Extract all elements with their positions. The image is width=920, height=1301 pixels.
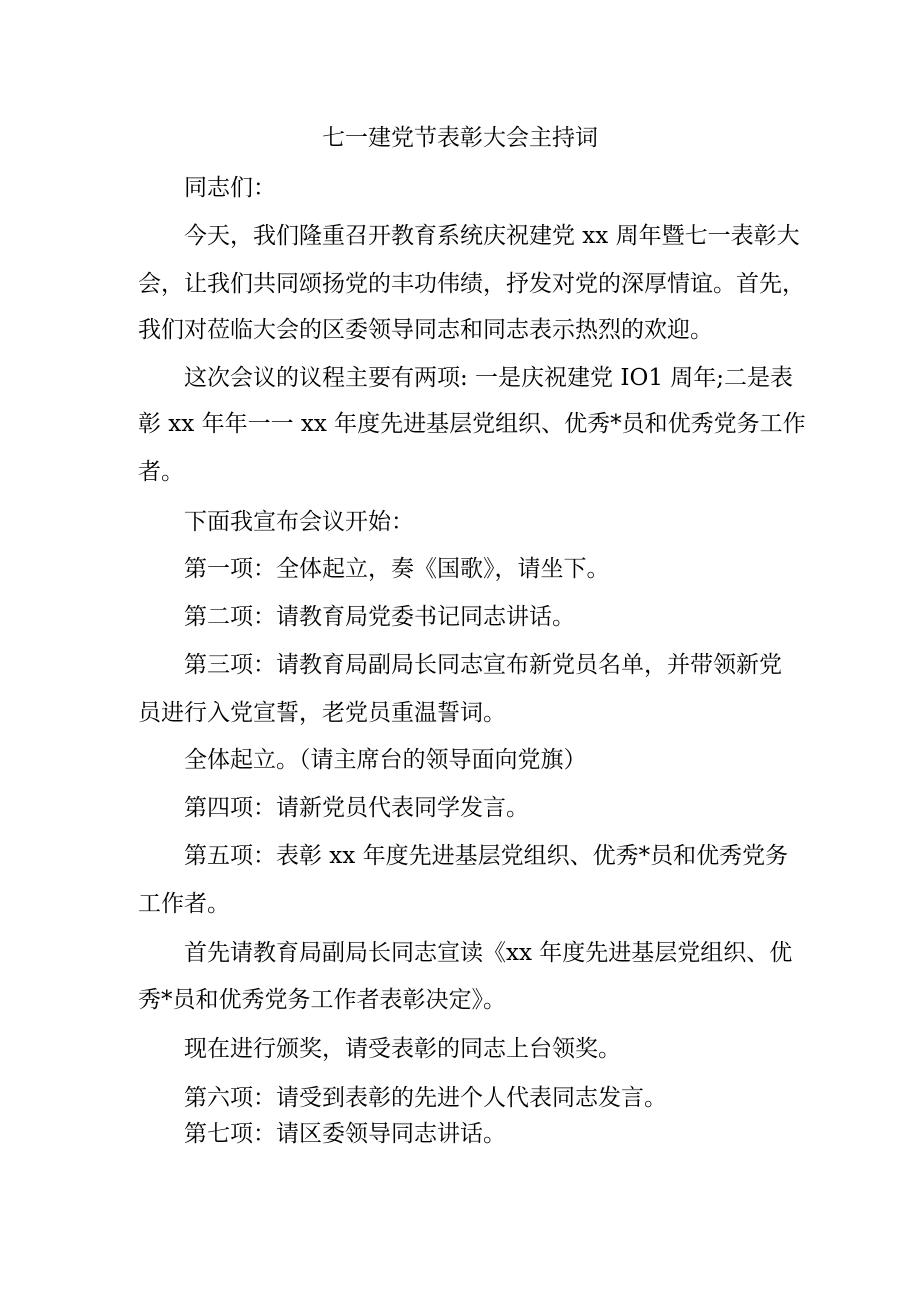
agenda-item-4: 第四项：请新党员代表同学发言。 [184, 795, 529, 821]
agenda-item-1: 第一项：全体起立，奏《国歌》，请坐下。 [184, 556, 610, 582]
all-rise-line: 全体起立。（请主席台的领导面向党旗） [184, 747, 587, 773]
agenda-item-7: 第七项：请区委领导同志讲话。 [184, 1121, 506, 1147]
agenda-item-6: 第六项：请受到表彰的先进个人代表同志发言。 [184, 1085, 667, 1111]
award-decision-line-2: 秀*员和优秀党务工作者表彰决定》。 [138, 987, 506, 1013]
agenda-item-3-line-1: 第三项：请教育局副局长同志宣布新党员名单，并带领新党 [184, 652, 782, 678]
agenda-item-3-line-2: 员进行入党宣誓，老党员重温誓词。 [138, 700, 506, 726]
agenda-intro-line-3: 者。 [138, 459, 184, 485]
meeting-start-line: 下面我宣布会议开始： [184, 509, 414, 535]
document-title: 七一建党节表彰大会主持词 [322, 125, 598, 151]
agenda-intro-line-1: 这次会议的议程主要有两项: 一是庆祝建党 IO1 周年;二是表 [184, 365, 794, 391]
salutation-line: 同志们： [184, 175, 276, 201]
award-decision-line-1: 首先请教育局副局长同志宣读《xx 年度先进基层党组织、优 [184, 940, 793, 966]
paragraph-line-3: 我们对莅临大会的区委领导同志和同志表示热烈的欢迎。 [138, 317, 713, 343]
agenda-item-5-line-1: 第五项：表彰 xx 年度先进基层党组织、优秀*员和优秀党务 [184, 843, 789, 869]
agenda-intro-line-2: 彰 xx 年年一一 xx 年度先进基层党组织、优秀*员和优秀党务工作 [138, 411, 806, 437]
paragraph-line-2: 会，让我们共同颂扬党的丰功伟绩，抒发对党的深厚情谊。首先， [138, 271, 805, 297]
agenda-item-5-line-2: 工作者。 [138, 891, 230, 917]
paragraph-line-1: 今天，我们隆重召开教育系统庆祝建党 xx 周年暨七一表彰大 [184, 223, 800, 249]
award-presentation-line: 现在进行颁奖，请受表彰的同志上台领奖。 [184, 1036, 621, 1062]
agenda-item-2: 第二项：请教育局党委书记同志讲话。 [184, 604, 575, 630]
